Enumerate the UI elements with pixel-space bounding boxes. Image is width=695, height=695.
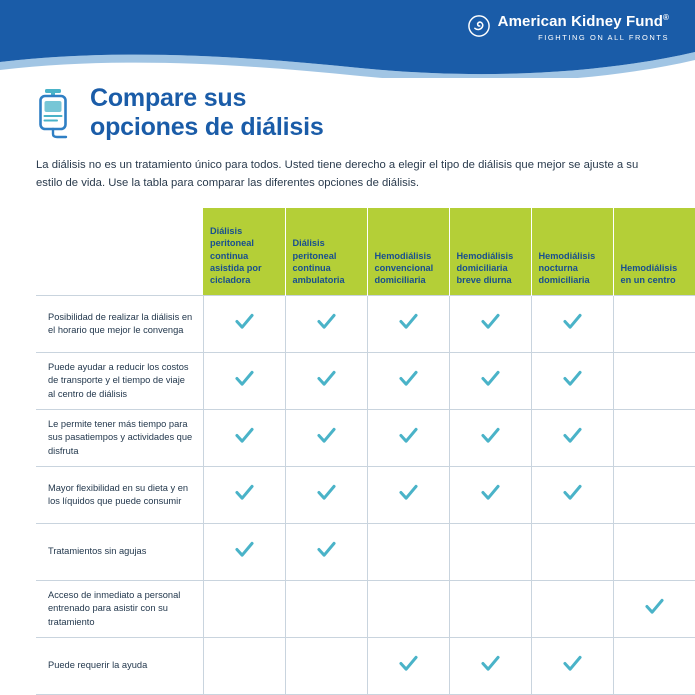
table-row [36,581,695,638]
column-header-option-1: Diálisis peritoneal continua asistida por cicladora [203,208,285,296]
cell-row5-col4 [449,524,531,581]
cell-row4-col1 [203,467,285,524]
cell-row2-col3 [367,353,449,410]
checkmark-icon [317,541,336,558]
cell-row2-col5 [531,353,613,410]
cell-row4-col4 [449,467,531,524]
cell-row4-col5 [531,467,613,524]
cell-row5-col6 [613,524,695,581]
column-header-option-5: Hemodiálisis nocturna domiciliaria [531,208,613,296]
checkmark-icon [399,313,418,330]
checkmark-icon [481,370,500,387]
brand-tagline: FIGHTING ON ALL FRONTS [538,33,669,42]
checkmark-icon [481,484,500,501]
table-row [36,524,695,581]
page-title [90,84,324,141]
cell-row3-col1 [203,410,285,467]
checkmark-icon [563,313,582,330]
cell-row5-col1 [203,524,285,581]
brand-lockup [468,14,669,42]
cell-row1-col4 [449,296,531,353]
table-row [36,296,695,353]
row-label: Puede requerir la ayuda [36,638,203,695]
page-header [0,0,695,78]
cell-row4-col6 [613,467,695,524]
cell-row5-col2 [285,524,367,581]
comparison-table-wrapper [36,208,695,695]
row-label: Puede ayudar a reducir los costos de transporte y el tiempo de viaje al centro de diálisis [36,353,203,410]
checkmark-icon [563,427,582,444]
cell-row7-col4 [449,638,531,695]
checkmark-icon [399,484,418,501]
checkmark-icon [563,655,582,672]
cell-row6-col2 [285,581,367,638]
cell-row1-col3 [367,296,449,353]
cell-row3-col5 [531,410,613,467]
cell-row7-col6 [613,638,695,695]
comparison-table [36,208,695,695]
checkmark-icon [563,370,582,387]
checkmark-icon [235,370,254,387]
row-label: Posibilidad de realizar la diálisis en el horario que mejor le convenga [36,296,203,353]
page-title-line2: opciones de diálisis [90,112,324,141]
brand-name: American Kidney Fund® [497,13,669,30]
intro-paragraph: La diálisis no es un tratamiento único para todos. Usted tiene derecho a elegir el tipo de diálisis que mejor se ajuste a su estilo de vida. Use la tabla para comparar las diferentes opciones de diálisis. [36,159,639,189]
checkmark-icon [235,541,254,558]
checkmark-icon [399,370,418,387]
checkmark-icon [235,427,254,444]
checkmark-icon [317,427,336,444]
column-header-option-4: Hemodiálisis domiciliaria breve diurna [449,208,531,296]
checkmark-icon [235,484,254,501]
cell-row7-col5 [531,638,613,695]
cell-row6-col6 [613,581,695,638]
table-header [36,208,695,296]
page-title-row [0,78,695,141]
cell-row1-col6 [613,296,695,353]
cell-row6-col4 [449,581,531,638]
dialysis-bag-icon [36,86,76,140]
cell-row4-col2 [285,467,367,524]
row-label: Tratamientos sin agujas [36,524,203,581]
cell-row2-col4 [449,353,531,410]
checkmark-icon [481,313,500,330]
table-row [36,467,695,524]
checkmark-icon [563,484,582,501]
cell-row2-col2 [285,353,367,410]
cell-row6-col1 [203,581,285,638]
table-row [36,410,695,467]
cell-row7-col1 [203,638,285,695]
row-label: Le permite tener más tiempo para sus pasatiempos y actividades que disfruta [36,410,203,467]
cell-row2-col1 [203,353,285,410]
cell-row3-col6 [613,410,695,467]
cell-row2-col6 [613,353,695,410]
checkmark-icon [399,655,418,672]
table-body [36,296,695,695]
checkmark-icon [481,655,500,672]
cell-row6-col5 [531,581,613,638]
cell-row1-col1 [203,296,285,353]
checkmark-icon [481,427,500,444]
checkmark-icon [317,313,336,330]
cell-row4-col3 [367,467,449,524]
table-corner-cell [36,208,203,296]
row-label: Mayor flexibilidad en su dieta y en los líquidos que puede consumir [36,467,203,524]
cell-row6-col3 [367,581,449,638]
column-header-option-2: Diálisis peritoneal continua ambulatoria [285,208,367,296]
cell-row3-col3 [367,410,449,467]
cell-row7-col2 [285,638,367,695]
kidney-swoosh-icon [468,15,490,37]
page-title-line1: Compare sus [90,84,247,112]
checkmark-icon [317,370,336,387]
checkmark-icon [235,313,254,330]
cell-row7-col3 [367,638,449,695]
column-header-option-3: Hemodiálisis convencional domiciliaria [367,208,449,296]
table-row [36,353,695,410]
cell-row1-col5 [531,296,613,353]
checkmark-icon [399,427,418,444]
cell-row1-col2 [285,296,367,353]
checkmark-icon [645,598,664,615]
column-header-option-6: Hemodiálisis en un centro [613,208,695,296]
checkmark-icon [317,484,336,501]
table-row [36,638,695,695]
cell-row3-col4 [449,410,531,467]
cell-row5-col3 [367,524,449,581]
cell-row5-col5 [531,524,613,581]
cell-row3-col2 [285,410,367,467]
row-label: Acceso de inmediato a personal entrenado para asistir con su tratamiento [36,581,203,638]
